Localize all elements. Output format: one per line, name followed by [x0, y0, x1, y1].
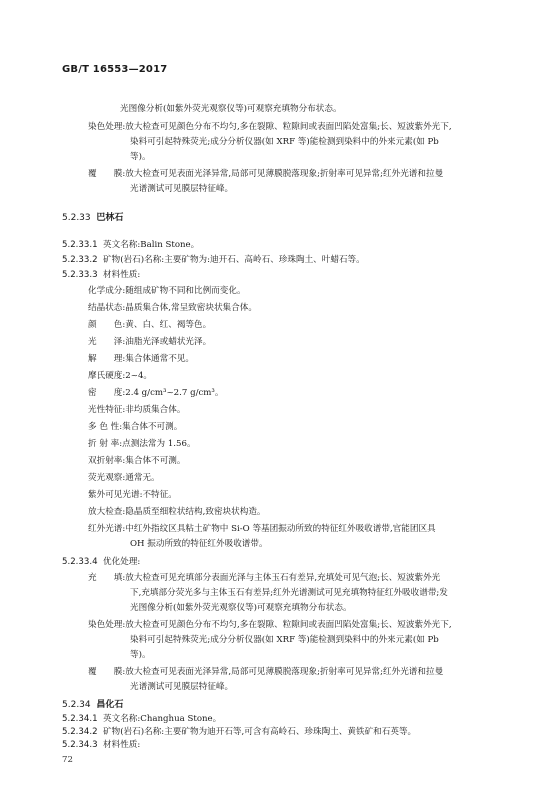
text-line: 光图像分析(如紫外荧光观察仪等)可观察充填物分布状态。 [120, 104, 342, 114]
property-line: 颜 色:黄、白、红、褐等色。 [88, 320, 212, 330]
clause-line [62, 254, 365, 266]
property-line: 密 度:2.4 g/cm³~2.7 g/cm³。 [88, 388, 224, 398]
treatment-line: 等)。 [130, 650, 151, 660]
property-line: 红外光谱:中红外指纹区具粘土矿物中 Si-O 等基团振动所致的特征红外吸收谱带,官能团区具 [88, 524, 436, 534]
property-line: 荧光观察:通常无。 [88, 473, 160, 483]
property-line: 放大检查:隐晶质至细粒状结构,致密块状构造。 [88, 507, 266, 517]
clause-text: 优化处理: [103, 557, 141, 567]
text-line: 等)。 [130, 152, 151, 162]
property-line: 化学成分:随组成矿物不同和比例而变化。 [88, 286, 246, 296]
treatment-line: 下,充填部分荧光多与主体玉石有差异;红外光谱测试可见充填物特征红外吸收谱带;发 [130, 588, 448, 598]
treatment-line: 充 填:放大检查可见充填部分表面光泽与主体玉石有差异,充填处可见气泡;长、短波紫外光 [88, 573, 441, 583]
section-number: 5.2.33 [62, 213, 91, 223]
clause-line [62, 269, 140, 281]
treatment-line: 光图像分析(如紫外荧光观察仪等)可观察充填物分布状态。 [130, 603, 352, 613]
section-heading [62, 212, 123, 224]
property-line: 光性特征:非均质集合体。 [88, 405, 186, 415]
page-number: 72 [62, 755, 73, 765]
section-heading [62, 699, 123, 711]
property-line: 双折射率:集合体不可测。 [88, 456, 186, 466]
clause-text: 英文名称:Balin Stone。 [103, 240, 200, 250]
clause-text: 矿物(岩石)名称:主要矿物为迪开石等,可含有高岭石、珍珠陶土、黄铁矿和石英等。 [103, 727, 417, 737]
clause-number: 5.2.33.2 [62, 255, 98, 265]
property-line: 多 色 性:集合体不可测。 [88, 422, 183, 432]
section-number: 5.2.34 [62, 700, 91, 710]
property-line: 折 射 率:点测法常为 1.56。 [88, 439, 196, 449]
clause-line [62, 556, 140, 568]
section-title: 昌化石 [96, 700, 124, 710]
property-line: 紫外可见光谱:不特征。 [88, 490, 177, 500]
property-line: 光 泽:油脂光泽或蜡状光泽。 [88, 337, 212, 347]
property-line: OH 振动所致的特征红外吸收谱带。 [130, 539, 268, 549]
clause-text: 矿物(岩石)名称:主要矿物为:迪开石、高岭石、珍珠陶土、叶蜡石等。 [103, 255, 365, 265]
clause-text: 材料性质: [103, 270, 141, 280]
clause-number: 5.2.33.1 [62, 240, 98, 250]
property-line: 摩氏硬度:2~4。 [88, 371, 153, 381]
clause-number: 5.2.33.3 [62, 270, 98, 280]
text-line: 染色处理:放大检查可见颜色分布不均匀,多在裂隙、粒隙间或表面凹陷处富集;长、短波紫外光下, [88, 122, 452, 132]
section-title: 巴林石 [96, 213, 124, 223]
clause-number: 5.2.33.4 [62, 557, 98, 567]
treatment-line: 覆 膜:放大检查可见表面光泽异常,局部可见薄膜脱落现象;折射率可见异常;红外光谱和拉曼 [88, 667, 444, 677]
text-line: 光谱测试可见膜层特征峰。 [130, 184, 234, 194]
clause-number: 5.2.34.3 [62, 740, 98, 750]
clause-line [62, 726, 416, 738]
clause-line [62, 239, 199, 251]
clause-number: 5.2.34.2 [62, 727, 98, 737]
clause-text: 材料性质: [103, 740, 141, 750]
clause-number: 5.2.34.1 [62, 714, 98, 724]
treatment-line: 染色处理:放大检查可见颜色分布不均匀,多在裂隙、粒隙间或表面凹陷处富集;长、短波紫外光下, [88, 620, 452, 630]
treatment-line: 光谱测试可见膜层特征峰。 [130, 682, 234, 692]
property-line: 结晶状态:晶质集合体,常呈致密块状集合体。 [88, 303, 257, 313]
clause-text: 英文名称:Changhua Stone。 [103, 714, 222, 724]
clause-line [62, 713, 221, 725]
text-line: 覆 膜:放大检查可见表面光泽异常,局部可见薄膜脱落现象;折射率可见异常;红外光谱和拉曼 [88, 169, 444, 179]
standard-number: GB/T 16553—2017 [62, 64, 168, 75]
clause-line [62, 739, 140, 751]
treatment-line: 染料可引起特殊荧光;成分分析仪器(如 XRF 等)能检测到染料中的外来元素(如 Pb [130, 635, 439, 645]
property-line: 解 理:集合体通常不见。 [88, 354, 195, 364]
text-line: 染料可引起特殊荧光;成分分析仪器(如 XRF 等)能检测到染料中的外来元素(如 Pb [130, 137, 439, 147]
